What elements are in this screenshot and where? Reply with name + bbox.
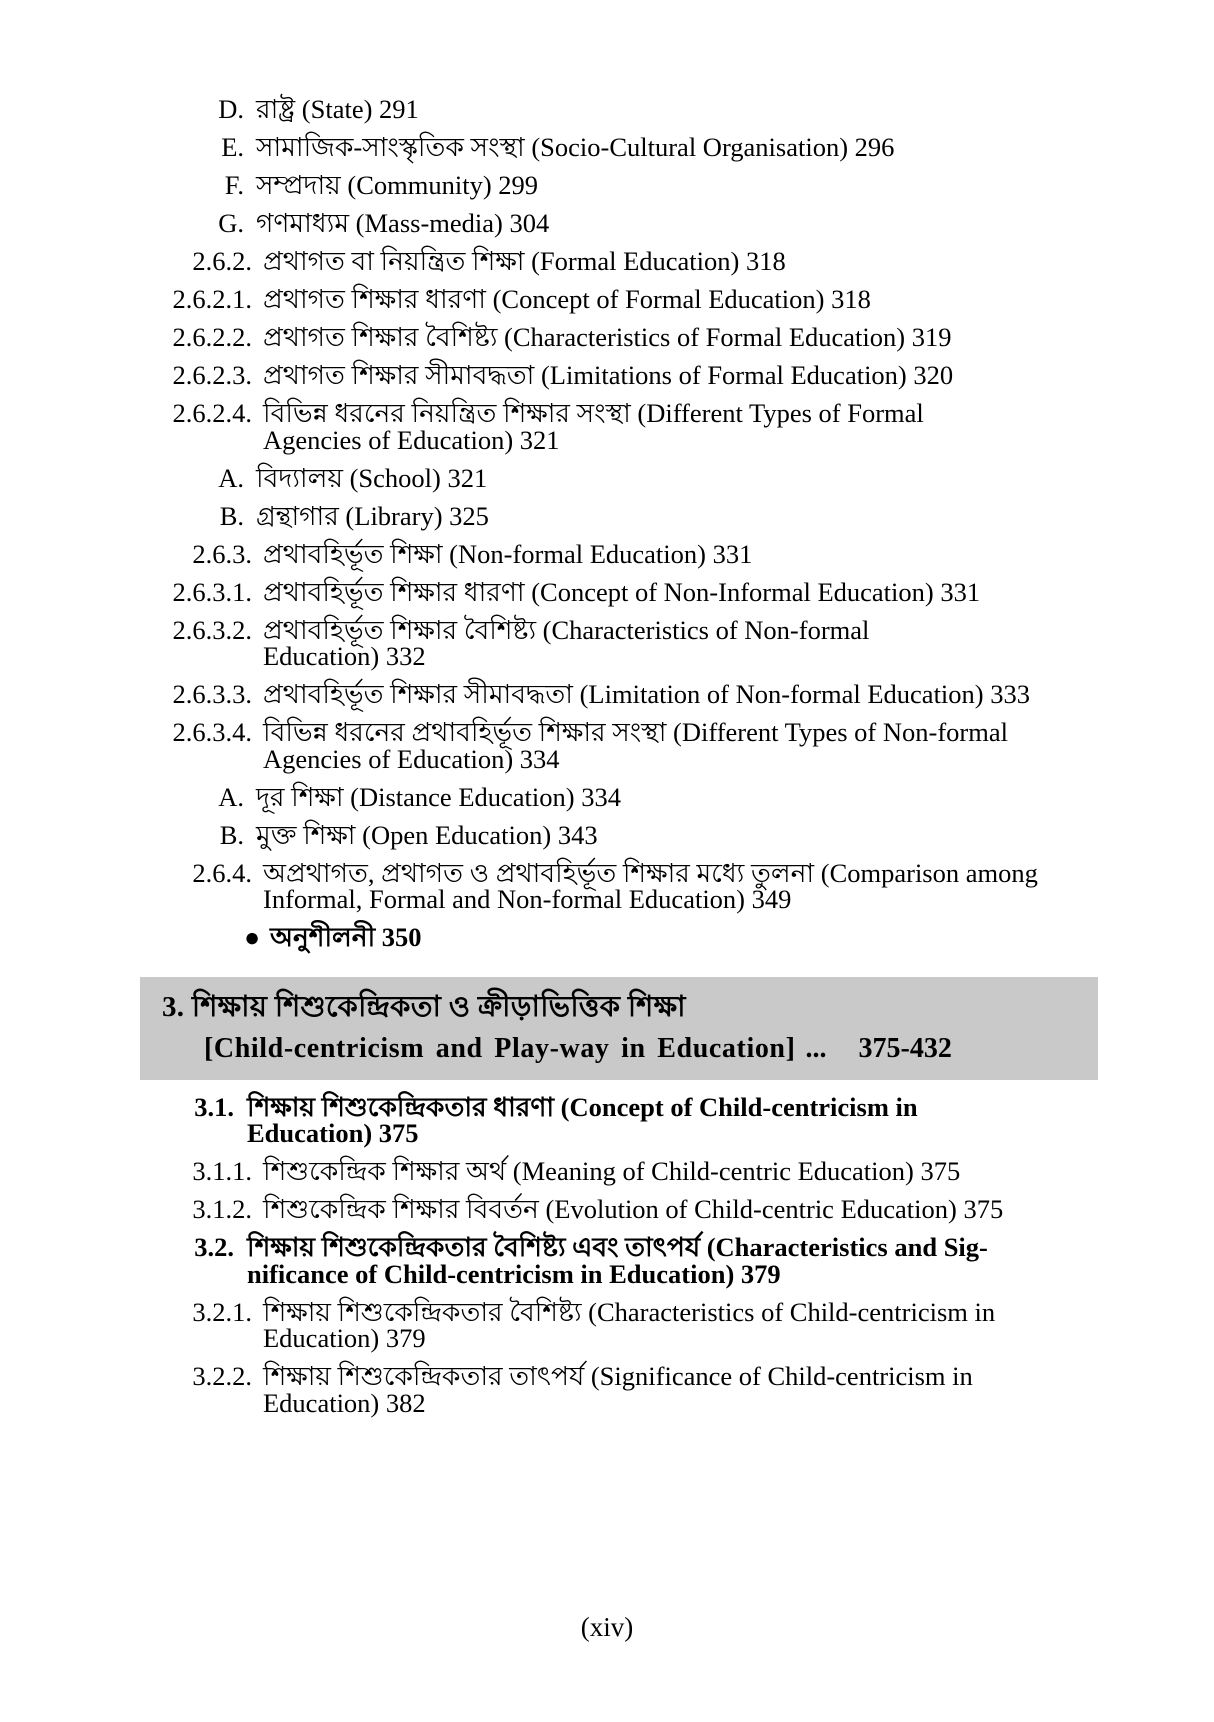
toc-entry-text-line: শিক্ষায় শিশুকেন্দ্রিকতার তাৎপর্য (Significance of Child-centricism in [263,1361,973,1392]
toc-entry [140,462,1098,493]
toc-entry-number: 2.6.3.1. [172,576,252,607]
toc-list-lower [140,1091,1098,1418]
toc-entry-text-line: শিক্ষায় শিশুকেন্দ্রিকতার ধারণা (Concept of Child-centricism in [247,1091,918,1122]
toc-entry-text-line: প্রথাবহির্ভূত শিক্ষা (Non-formal Education) 331 [263,538,753,569]
toc-entry-number: B. [219,500,244,531]
toc-entry [140,781,1098,812]
toc-entry-number: 2.6.3.4. [172,717,252,747]
toc-entry-text-line: অপ্রথাগত, প্রথাগত ও প্রথাবহির্ভূত শিক্ষার মধ্যে তুলনা (Comparison among [263,857,1038,888]
toc-entry-number: A. [218,781,244,812]
toc-entry-text-line: সামাজিক-সাংস্কৃতিক সংস্থা (Socio-Cultural Organisation) 296 [256,132,895,162]
toc-entry-text [256,819,1098,850]
toc-entry-text-line: প্রথাবহির্ভূত শিক্ষার ধারণা (Concept of Non-Informal Education) 331 [263,576,981,607]
toc-entry-text [256,500,1098,531]
toc-entry-text-line: বিভিন্ন ধরনের প্রথাবহির্ভূত শিক্ষার সংস্থা (Different Types of Non-formal [263,717,1008,747]
chapter-heading-band [140,977,1098,1080]
chapter-title-bengali-line [162,990,1076,1024]
toc-entry-number: A. [218,462,244,493]
toc-entry-number: E. [221,132,244,162]
toc-entry-text [263,681,1098,708]
toc-entry [140,172,1098,199]
toc-entry-text-line: শিক্ষায় শিশুকেন্দ্রিকতার বৈশিষ্ট্য এবং তাৎপর্য (Characteristics and Sig- [247,1232,988,1263]
toc-entry-continuation: Informal, Formal and Non-formal Education) 349 [263,884,792,914]
toc-entry-continuation: Education) 375 [247,1118,419,1149]
toc-entry [140,286,1098,313]
toc-entry-text [263,362,1098,389]
toc-entry-continuation: Agencies of Education) 321 [263,424,560,455]
toc-entry-number: G. [218,208,244,238]
toc-entry [140,1296,1098,1354]
chapter-title-english: [Child-centricism and Play-way in Education] [204,1032,796,1064]
toc-entry-text-line: প্রথাগত শিক্ষার সীমাবদ্ধতা (Limitations of Formal Education) 320 [263,360,954,390]
toc-entry [140,400,1098,453]
toc-entry [140,819,1098,850]
toc-entry-number: 2.6.3.2. [172,614,252,645]
chapter-title-bengali: শিক্ষায় শিশুকেন্দ্রিকতা ও ক্রীড়াভিত্তিক শিক্ষা [191,990,686,1023]
toc-entry-number: 2.6.2.1. [172,284,252,314]
toc-entry [140,324,1098,351]
toc-entry [140,857,1098,914]
toc-entry [140,614,1098,671]
toc-entry-text-line: শিশুকেন্দ্রিক শিক্ষার অর্থ (Meaning of Child-centric Education) 375 [263,1156,961,1187]
toc-entry-text [263,576,1098,607]
toc-entry-number: 3.1.1. [192,1156,252,1187]
toc-list-upper [140,96,1098,951]
toc-entry-number: 2.6.3.3. [172,679,252,709]
toc-entry-text-line: বিভিন্ন ধরনের নিয়ন্ত্রিত শিক্ষার সংস্থা (Different Types of Formal [263,398,924,428]
toc-entry-text [263,1363,1098,1416]
toc-entry-number: 2.6.2.4. [172,398,252,428]
toc-entry-number: 3.2.1. [192,1296,252,1327]
toc-entry [140,538,1098,569]
toc-entry-text [256,781,1098,812]
toc-entry [140,1196,1098,1223]
toc-entry-text-line: গণমাধ্যম (Mass-media) 304 [256,208,550,238]
toc-entry-text-line: রাষ্ট্র (State) 291 [256,94,419,124]
toc-entry-text [263,400,1098,453]
toc-entry-text [256,96,1098,123]
toc-entry-number: B. [219,819,244,850]
toc-entry-continuation: Education) 332 [263,641,426,671]
toc-entry-text-line: গ্রন্থাগার (Library) 325 [256,500,489,531]
toc-entry [140,134,1098,161]
toc-entry-text [256,172,1098,199]
toc-entry-text [263,857,1098,914]
toc-entry-text-line: দূর শিক্ষা (Distance Education) 334 [256,781,621,812]
toc-entry [140,500,1098,531]
toc-entry [140,362,1098,389]
toc-entry-text [263,1158,1098,1185]
toc-entry-text [263,1296,1098,1354]
toc-entry-text [247,1091,1098,1149]
chapter-title-english-line [162,1032,1076,1065]
toc-entry-number: 2.6.2. [192,246,252,276]
toc-entry [140,681,1098,708]
toc-entry-number: 3.2.2. [192,1361,252,1392]
toc-entry-text [256,210,1098,237]
toc-entry [140,210,1098,237]
toc-entry-text [263,324,1098,351]
toc-entry-text [263,286,1098,313]
toc-entry [140,576,1098,607]
toc-entry-text [247,1234,1098,1287]
toc-entry [140,1363,1098,1416]
chapter-number: 3. [162,990,185,1023]
page-folio: (xiv) [580,1612,634,1642]
toc-entry [140,924,1098,951]
toc-entry-text-line: সম্প্রদায় (Community) 299 [256,170,539,200]
toc-entry [140,719,1098,772]
toc-entry-text [256,134,1098,161]
leader-dots: ... [805,1032,827,1064]
toc-entry-text-line: প্রথাগত শিক্ষার বৈশিষ্ট্য (Characteristics of Formal Education) 319 [263,322,952,352]
toc-entry-continuation: Education) 379 [263,1323,426,1354]
toc-entry-text [263,538,1098,569]
toc-entry-text-line: প্রথাবহির্ভূত শিক্ষার বৈশিষ্ট্য (Characteristics of Non-formal [263,614,870,645]
toc-entry-continuation: Education) 382 [263,1387,426,1418]
toc-entry-text [263,719,1098,772]
toc-entry-text [270,924,1098,951]
toc-entry-number: 3.2. [194,1232,234,1263]
toc-entry-text [263,1196,1098,1223]
toc-entry-number: D. [218,94,244,124]
toc-entry-text [256,462,1098,493]
toc-entry [140,1158,1098,1185]
toc-entry-number: F. [224,170,244,200]
toc-entry-continuation: nificance of Child-centricism in Education) 379 [247,1258,781,1289]
toc-entry-text [263,248,1098,275]
toc-entry-text-line: প্রথাগত বা নিয়ন্ত্রিত শিক্ষা (Formal Education) 318 [263,246,786,276]
toc-entry-text [263,614,1098,671]
toc-entry-number: 3.1. [194,1091,234,1122]
toc-entry [140,1234,1098,1287]
toc-entry-text-line: বিদ্যালয় (School) 321 [256,462,488,493]
chapter-page-range: 375-432 [858,1032,952,1064]
toc-entry-number: 2.6.3. [192,538,252,569]
toc-entry [140,96,1098,123]
toc-entry-continuation: Agencies of Education) 334 [263,743,560,774]
toc-entry [140,1091,1098,1149]
toc-entry-text-line: অনুশীলনী 350 [270,922,422,952]
toc-entry-text-line: শিশুকেন্দ্রিক শিক্ষার বিবর্তন (Evolution of Child-centric Education) 375 [263,1194,1004,1225]
toc-entry-number: ● [243,922,260,952]
toc-entry-number: 2.6.2.3. [172,360,252,390]
toc-entry-text-line: প্রথাবহির্ভূত শিক্ষার সীমাবদ্ধতা (Limitation of Non-formal Education) 333 [263,679,1030,709]
toc-entry-text-line: প্রথাগত শিক্ষার ধারণা (Concept of Formal Education) 318 [263,284,871,314]
toc-entry [140,248,1098,275]
toc-entry-number: 2.6.4. [192,857,252,888]
toc-entry-text-line: মুক্ত শিক্ষা (Open Education) 343 [256,819,598,850]
toc-entry-number: 3.1.2. [192,1194,252,1225]
toc-entry-number: 2.6.2.2. [172,322,252,352]
toc-entry-text-line: শিক্ষায় শিশুকেন্দ্রিকতার বৈশিষ্ট্য (Characteristics of Child-centricism in [263,1296,996,1327]
